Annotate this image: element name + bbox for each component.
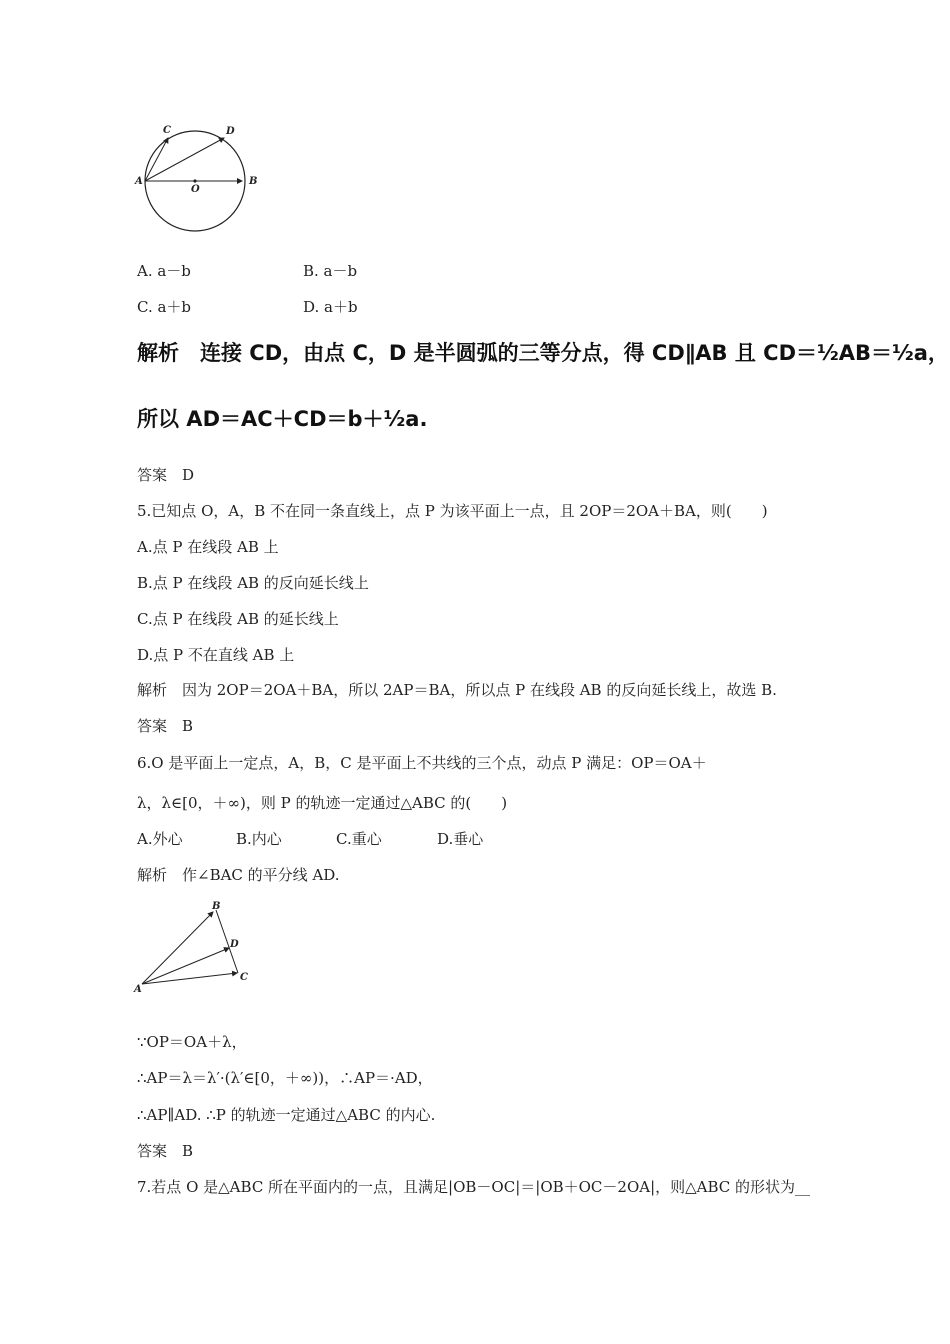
label-A: A: [134, 984, 142, 995]
label-O: O: [191, 184, 200, 195]
label-D: D: [226, 126, 235, 137]
q6-analysis: 解析 作∠BAC 的平分线 AD.: [137, 866, 340, 884]
q4-option-a: A. a－b: [137, 262, 191, 280]
label-B: B: [249, 176, 258, 187]
q4-option-b: B. a－b: [303, 262, 358, 280]
q6-option-a: A.外心: [137, 830, 183, 848]
q6-option-d: D.垂心: [437, 830, 484, 848]
q6-stem-line1: 6.O 是平面上一定点，A，B，C 是平面上不共线的三个点，动点 P 满足：OP＝OA＋: [137, 754, 707, 772]
q5-option-a: A.点 P 在线段 AB 上: [137, 538, 279, 556]
label-D: D: [230, 939, 239, 950]
q6-step3: ∴AP∥AD. ∴P 的轨迹一定通过△ABC 的内心.: [137, 1106, 436, 1124]
q5-option-b: B.点 P 在线段 AB 的反向延长线上: [137, 574, 369, 592]
q7-stem: 7.若点 O 是△ABC 所在平面内的一点，且满足|OB－OC|＝|OB＋OC－2OA|，则△ABC 的形状为__: [137, 1178, 811, 1196]
q4-analysis-line1: 解析 连接 CD，由点 C，D 是半圆弧的三等分点，得 CD∥AB 且 CD＝½AB＝½a，: [137, 341, 949, 365]
q4-answer: 答案 D: [137, 466, 195, 484]
q6-stem-line2: λ，λ∈[0，＋∞)，则 P 的轨迹一定通过△ABC 的( ): [137, 794, 508, 812]
q6-answer: 答案 B: [137, 1142, 194, 1160]
label-C: C: [240, 972, 248, 983]
q6-step2: ∴AP＝λ＝λ′·(λ′∈[0，＋∞))，∴AP＝·AD，: [137, 1069, 433, 1087]
triangle-bisector-figure: [130, 896, 260, 996]
q6-step1: ∵OP＝OA＋λ，: [137, 1033, 247, 1051]
q5-answer: 答案 B: [137, 717, 194, 735]
circle-vector-figure: [128, 122, 268, 234]
q5-option-d: D.点 P 不在直线 AB 上: [137, 646, 295, 664]
label-B: B: [212, 901, 221, 912]
q4-option-d: D. a＋b: [303, 298, 358, 316]
label-C: C: [163, 125, 171, 136]
q5-option-c: C.点 P 在线段 AB 的延长线上: [137, 610, 339, 628]
q4-option-c: C. a＋b: [137, 298, 192, 316]
q6-option-b: B.内心: [236, 830, 282, 848]
q5-stem: 5.已知点 O，A，B 不在同一条直线上，点 P 为该平面上一点，且 2OP＝2OA＋BA，则( ): [137, 502, 768, 520]
q5-analysis: 解析 因为 2OP＝2OA＋BA，所以 2AP＝BA，所以点 P 在线段 AB 的反向延长线上，故选 B.: [137, 681, 777, 699]
q4-analysis-line2: 所以 AD＝AC＋CD＝b＋½a.: [137, 407, 428, 431]
label-A: A: [135, 176, 143, 187]
q6-option-c: C.重心: [336, 830, 382, 848]
